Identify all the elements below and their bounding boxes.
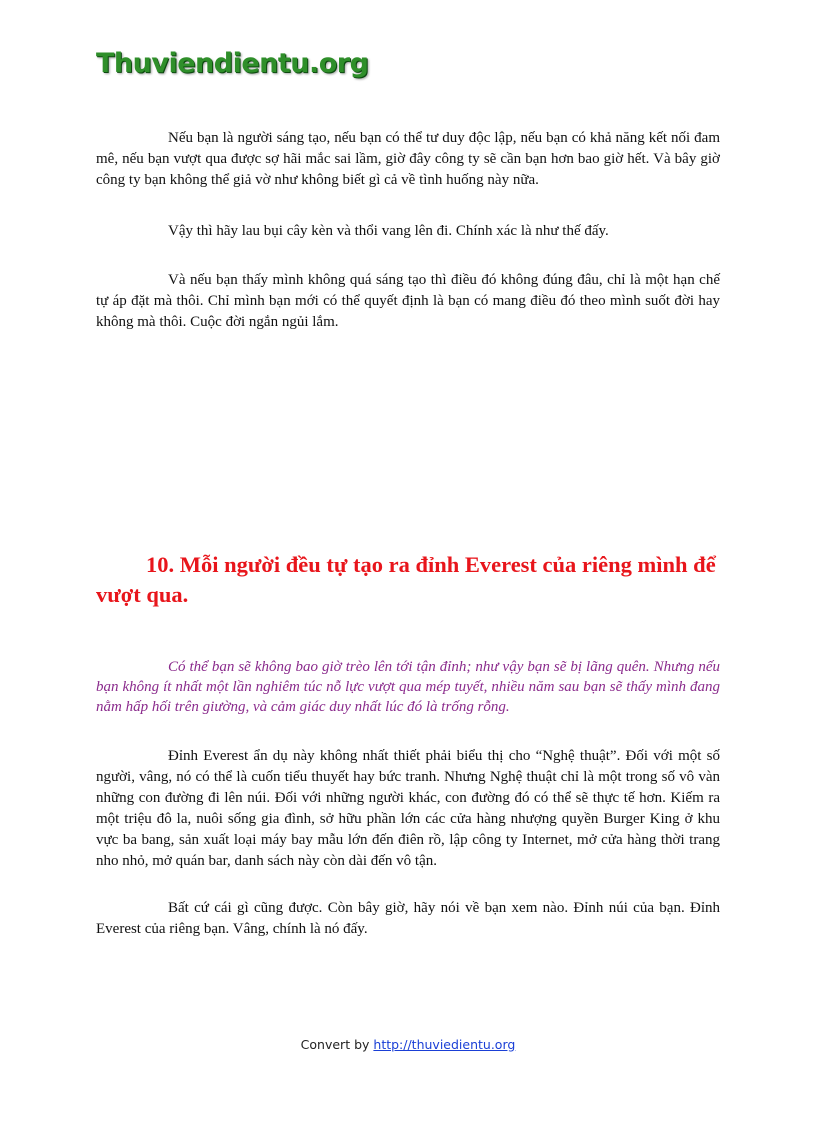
paragraph-2 bbox=[96, 221, 720, 242]
page-footer bbox=[0, 1037, 816, 1052]
section-heading bbox=[96, 550, 736, 610]
paragraph-5 bbox=[96, 898, 720, 940]
section-heading-text: 10. Mỗi người đều tự tạo ra đỉnh Everest của riêng mình để vượt qua. bbox=[96, 552, 716, 607]
paragraph-text: Bất cứ cái gì cũng được. Còn bây giờ, hãy nói về bạn xem nào. Đỉnh núi của bạn. Đỉnh Everest của riêng bạn. Vâng, chính là nó đấy. bbox=[96, 900, 720, 937]
paragraph-1 bbox=[96, 128, 720, 191]
paragraph-text: Đỉnh Everest ẩn dụ này không nhất thiết phải biểu thị cho “Nghệ thuật”. Đối với một số người, vâng, nó có thể là cuốn tiểu thuyết hay bức tranh. Nhưng Nghệ thuật chỉ là một trong số vô vàn những con đường đi lên núi. Đối với những người khác, con đường đó có thể sẽ thực tế hơn. Kiếm ra một triệu đô la, nuôi sống gia đình, sở hữu phần lớn các cửa hàng nhượng quyền Burger King ở khu vực ba bang, sản xuất loại máy bay mẫu lớn đến điên rồ, lập công ty Internet, mở cửa hàng thời trang nho nhỏ, mở quán bar, danh sách này còn dài đến vô tận. bbox=[96, 748, 720, 869]
quote-text: Có thể bạn sẽ không bao giờ trèo lên tới tận đỉnh; như vậy bạn sẽ bị lãng quên. Nhưng nếu bạn không ít nhất một lần nghiêm túc nỗ lực vượt qua mép tuyết, nhiều năm sau bạn sẽ thấy mình đang nằm hấp hối trên giường, và cảm giác duy nhất lúc đó là trống rỗng. bbox=[96, 659, 720, 715]
footer-link[interactable]: http://thuviedientu.org bbox=[373, 1037, 516, 1052]
paragraph-4 bbox=[96, 746, 720, 872]
paragraph-text: Và nếu bạn thấy mình không quá sáng tạo thì điều đó không đúng đâu, chỉ là một hạn chế tự áp đặt mà thôi. Chỉ mình bạn mới có thể quyết định là bạn có mang điều đó theo mình suốt đời hay không mà thôi. Cuộc đời ngắn ngủi lắm. bbox=[96, 272, 720, 330]
paragraph-text: Nếu bạn là người sáng tạo, nếu bạn có thể tư duy độc lập, nếu bạn có khả năng kết nối đam mê, nếu bạn vượt qua được sợ hãi mắc sai lầm, giờ đây công ty sẽ cần bạn hơn bao giờ hết. Và bây giờ công ty bạn không thể giả vờ như không biết gì cả về tình huống này nữa. bbox=[96, 130, 720, 188]
footer-prefix: Convert by bbox=[300, 1037, 374, 1052]
epigraph-quote bbox=[96, 657, 720, 717]
site-logo: Thuviendientu.org bbox=[96, 48, 369, 79]
paragraph-3 bbox=[96, 270, 720, 333]
paragraph-text: Vậy thì hãy lau bụi cây kèn và thổi vang lên đi. Chính xác là như thế đấy. bbox=[168, 223, 609, 239]
